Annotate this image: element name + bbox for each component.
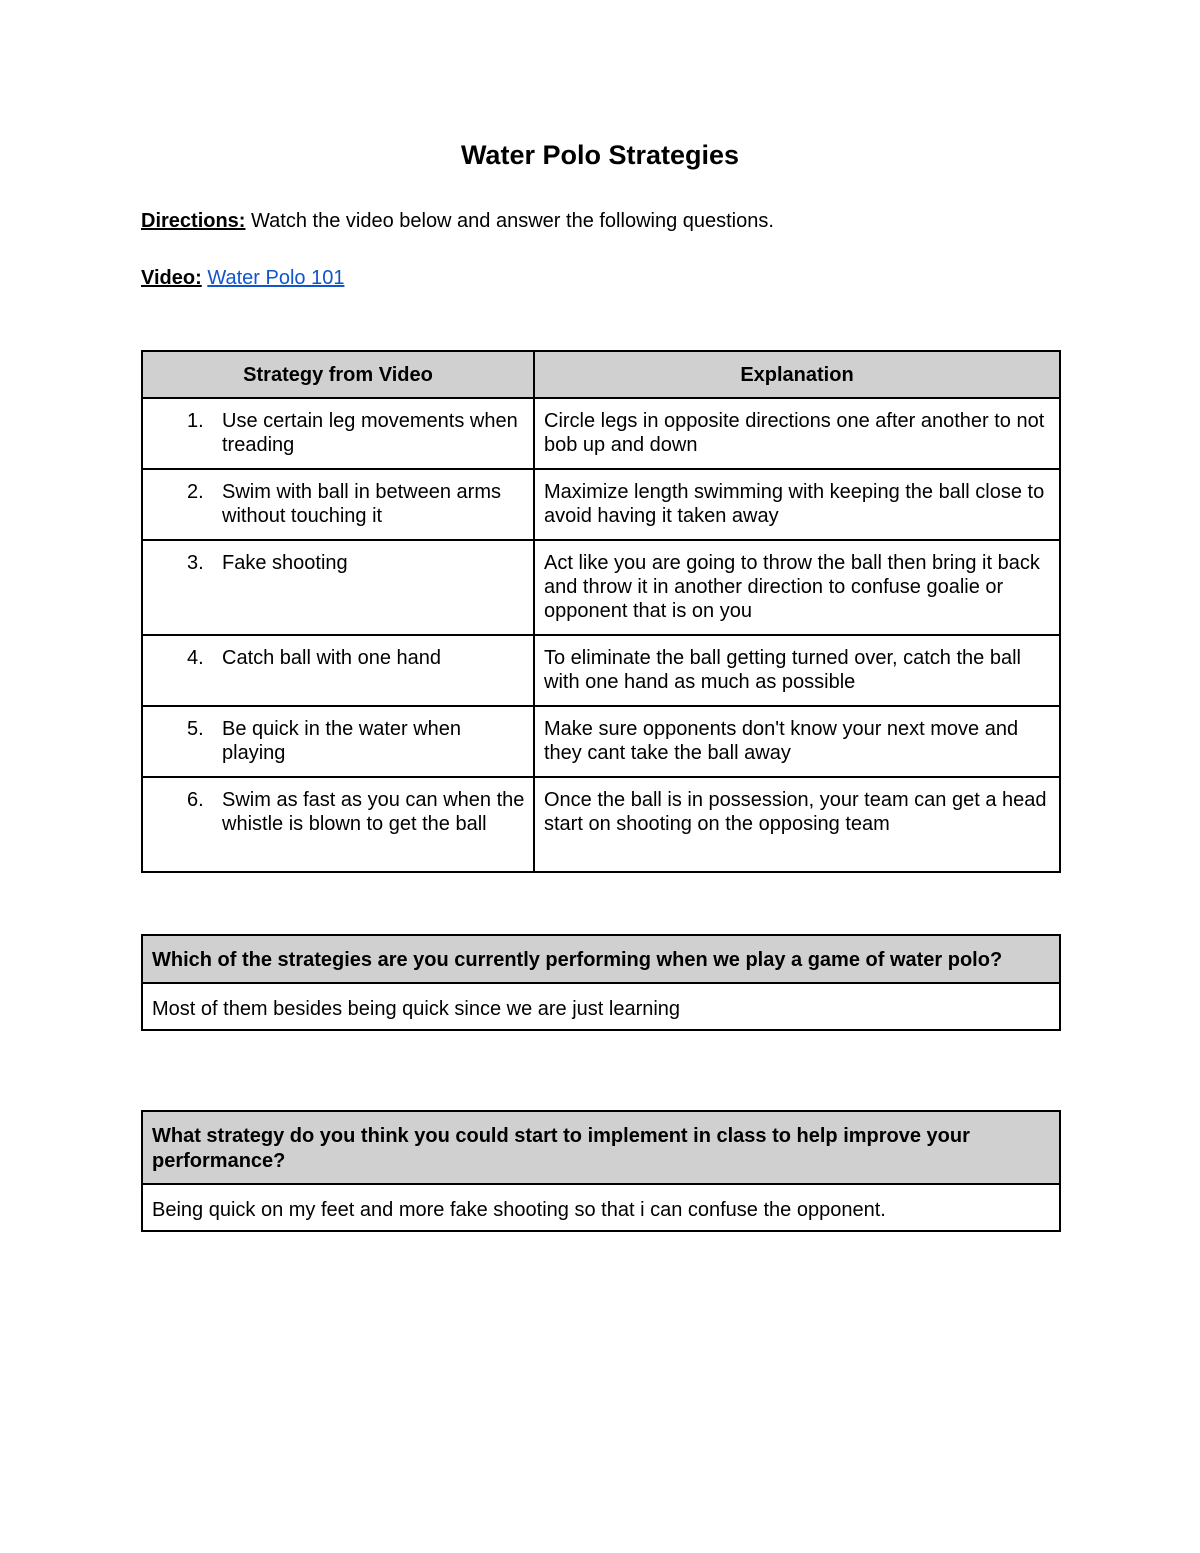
- strategy-text: Be quick in the water when playing: [222, 718, 462, 764]
- strategy-cell: [142, 635, 534, 706]
- explanation-text: Act like you are going to throw the ball then bring it back and throw it in another direction to confuse goalie or opponent that is on you: [544, 552, 1040, 622]
- strategy-text: Use certain leg movements when treading: [222, 410, 518, 456]
- header-strategy: Strategy from Video: [142, 351, 534, 398]
- strategy-table: [141, 350, 1061, 873]
- explanation-text: Make sure opponents don't know your next move and they cant take the ball away: [544, 718, 1019, 764]
- strategy-cell: [142, 706, 534, 777]
- row-number: 6.: [187, 789, 204, 811]
- explanation-cell: [534, 398, 1060, 469]
- row-number: 2.: [187, 481, 204, 503]
- row-number: 1.: [187, 410, 204, 432]
- strategy-text: Catch ball with one hand: [222, 647, 442, 669]
- strategy-cell: [142, 469, 534, 540]
- question-text: Which of the strategies are you currently performing when we play a game of water polo?: [152, 949, 1003, 971]
- question-text: What strategy do you think you could start to implement in class to help improve your performance?: [152, 1125, 970, 1172]
- explanation-text: Once the ball is in possession, your team can get a head start on shooting on the opposing team: [544, 789, 1047, 835]
- table-row: [142, 706, 1060, 777]
- explanation-text: To eliminate the ball getting turned over, catch the ball with one hand as much as possible: [544, 647, 1021, 693]
- row-number: 5.: [187, 718, 204, 740]
- explanation-cell: [534, 706, 1060, 777]
- strategy-text: Fake shooting: [222, 552, 348, 574]
- table-row: [142, 777, 1060, 872]
- question-heading: [142, 1111, 1060, 1184]
- directions-line: [141, 209, 774, 233]
- question-heading: [142, 935, 1060, 983]
- table-row: [142, 635, 1060, 706]
- answer-field[interactable]: Being quick on my feet and more fake shooting so that i can confuse the opponent.: [142, 1184, 1060, 1231]
- video-link[interactable]: Water Polo 101: [207, 267, 345, 289]
- explanation-text: Maximize length swimming with keeping the ball close to avoid having it taken away: [544, 481, 1045, 527]
- strategy-cell: [142, 540, 534, 635]
- answer-field[interactable]: Most of them besides being quick since we are just learning: [142, 983, 1060, 1030]
- header-explanation: Explanation: [534, 351, 1060, 398]
- directions-label: Directions:: [141, 210, 246, 232]
- explanation-cell: [534, 540, 1060, 635]
- page-title: Water Polo Strategies: [460, 140, 740, 170]
- explanation-cell: [534, 635, 1060, 706]
- table-row: [142, 469, 1060, 540]
- explanation-cell: [534, 777, 1060, 872]
- explanation-cell: [534, 469, 1060, 540]
- strategy-cell: [142, 398, 534, 469]
- row-number: 4.: [187, 647, 204, 669]
- directions-text: Watch the video below and answer the following questions.: [245, 210, 774, 232]
- row-number: 3.: [187, 552, 204, 574]
- table-row: [142, 540, 1060, 635]
- table-header-row: [142, 351, 1060, 398]
- video-line: [141, 266, 344, 290]
- strategy-text: Swim with ball in between arms without touching it: [222, 481, 501, 527]
- video-label: Video:: [141, 267, 202, 289]
- strategy-text: Swim as fast as you can when the whistle is blown to get the ball: [222, 789, 525, 835]
- table-row: [142, 398, 1060, 469]
- explanation-text: Circle legs in opposite directions one after another to not bob up and down: [544, 410, 1045, 456]
- question-table-1: [141, 934, 1061, 1031]
- question-table-2: [141, 1110, 1061, 1232]
- strategy-cell: [142, 777, 534, 872]
